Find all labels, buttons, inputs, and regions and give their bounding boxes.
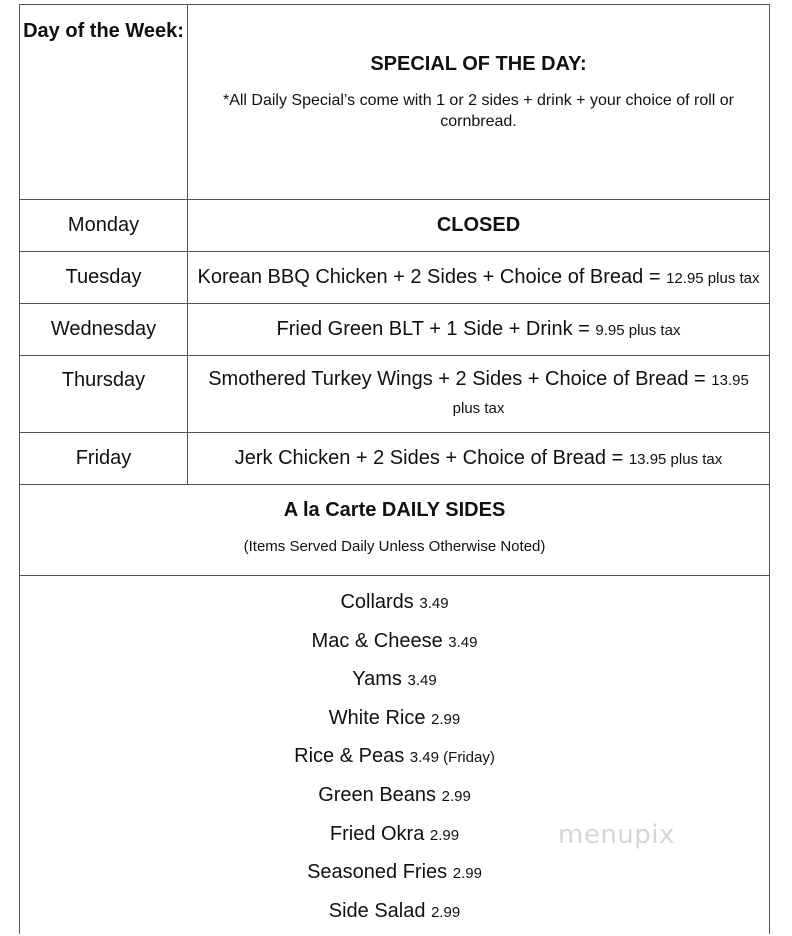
side-name: Side Salad: [328, 899, 426, 922]
special-closed: CLOSED: [188, 200, 770, 252]
side-name: White Rice: [328, 706, 426, 729]
special-price: 13.95 plus tax: [452, 372, 749, 417]
special-text: Fried Green BLT + 1 Side + Drink =: [276, 318, 596, 340]
table-row: [20, 356, 769, 433]
special-price: 9.95 plus tax: [595, 322, 681, 339]
side-price: 3.49 (Friday): [409, 749, 495, 767]
sides-list: [20, 576, 769, 936]
side-name: Seasoned Fries: [307, 861, 448, 884]
daily-specials-table: [20, 5, 769, 485]
side-price: 3.49: [448, 633, 478, 651]
table-header-row: [20, 5, 769, 200]
sides-title: A la Carte DAILY SIDES: [283, 499, 506, 521]
special-description: [188, 304, 770, 356]
sides-subtitle: (Items Served Daily Unless Otherwise Noted): [243, 538, 546, 555]
list-item: [20, 705, 769, 744]
list-item: [20, 589, 769, 628]
side-name: Green Beans: [318, 783, 437, 806]
table-row: [20, 252, 769, 304]
day-name: Friday: [20, 433, 188, 485]
side-name: Fried Okra: [329, 822, 425, 845]
menu-document: [19, 4, 770, 934]
special-text: Jerk Chicken + 2 Sides + Choice of Bread =: [234, 447, 629, 469]
list-item: [20, 743, 769, 782]
side-price: 3.49: [419, 595, 449, 612]
side-name: Rice & Peas: [294, 745, 405, 768]
side-price: 2.99: [452, 865, 482, 883]
side-price: 2.99: [431, 903, 461, 921]
day-name: Monday: [20, 200, 188, 252]
special-price: 12.95 plus tax: [666, 270, 760, 287]
special-note: *All Daily Special’s come with 1 or 2 sides + drink + your choice of roll or cornbread.: [222, 92, 735, 130]
menupix-watermark: menupix: [558, 820, 675, 850]
list-item: [20, 898, 769, 936]
side-name: Mac & Cheese: [311, 629, 443, 652]
special-description: [188, 356, 770, 433]
table-row: [20, 304, 769, 356]
day-name: Tuesday: [20, 252, 188, 304]
special-description: [188, 433, 770, 485]
list-item: [20, 859, 769, 898]
sides-header: [20, 485, 769, 576]
special-text: Smothered Turkey Wings + 2 Sides + Choice of Bread =: [208, 368, 712, 390]
day-column-header: Day of the Week:: [20, 5, 188, 200]
list-item: [20, 628, 769, 667]
side-price: 2.99: [429, 826, 460, 844]
table-row: [20, 200, 769, 252]
side-name: Collards: [340, 591, 414, 613]
list-item: [20, 666, 769, 705]
side-price: 3.49: [407, 672, 437, 690]
special-column-header: [188, 5, 770, 200]
side-price: 2.99: [441, 787, 471, 805]
day-name: Thursday: [20, 356, 188, 433]
list-item: [20, 782, 769, 821]
day-name: Wednesday: [20, 304, 188, 356]
special-title: SPECIAL OF THE DAY:: [370, 53, 587, 75]
special-description: [188, 252, 770, 304]
special-price: 13.95 plus tax: [628, 451, 723, 468]
special-text: Korean BBQ Chicken + 2 Sides + Choice of Bread =: [197, 266, 667, 288]
side-price: 2.99: [431, 710, 461, 728]
table-row: [20, 433, 769, 485]
side-name: Yams: [352, 668, 402, 691]
